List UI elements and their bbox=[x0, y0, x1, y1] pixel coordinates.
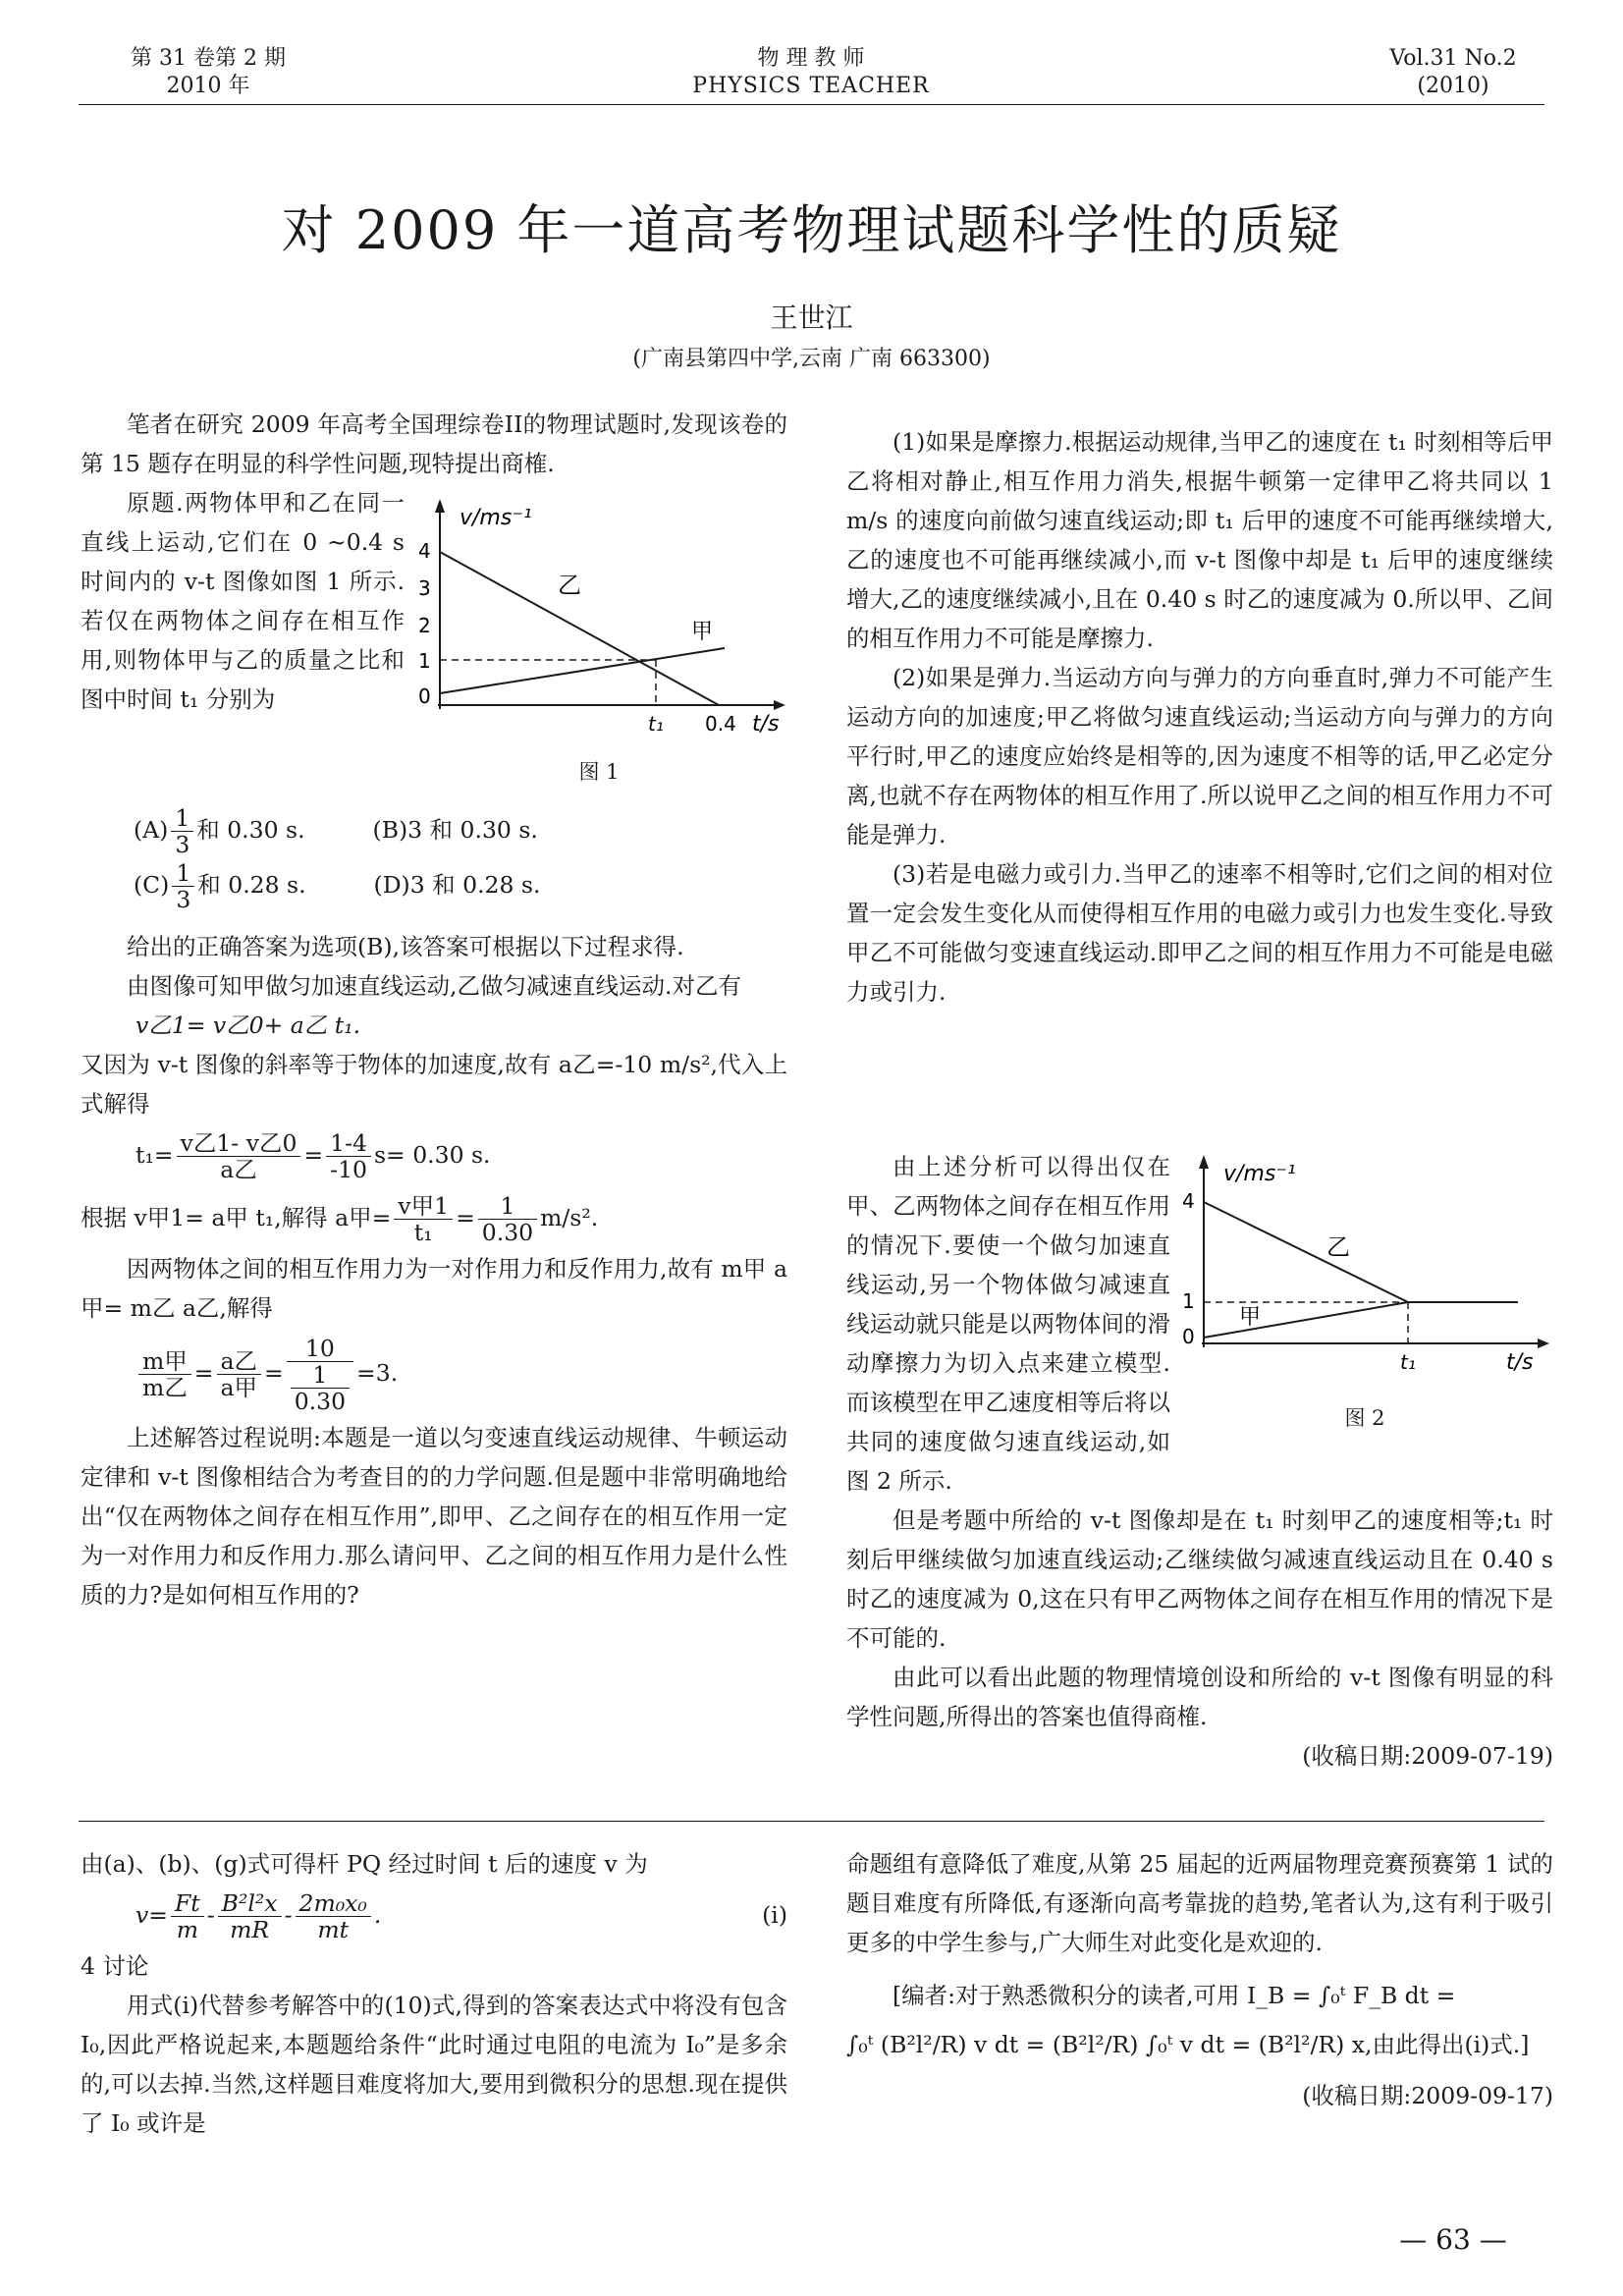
fig1-t1-label: t₁ bbox=[648, 712, 664, 736]
fig1-x-arrow bbox=[774, 700, 785, 710]
fig2-y-arrow bbox=[1199, 1155, 1209, 1169]
bottom-intro: 由(a)、(b)、(g)式可得杆 PQ 经过时间 t 后的速度 v 为 bbox=[81, 1850, 648, 1878]
contradiction-paragraph: 但是考题中所给的 v-t 图像却是在 t₁ 时刻甲乙的速度相等;t₁ 时刻后甲继续做匀加速直线运动;乙继续做匀减速直线运动且在 0.40 s 时乙的速度减为 0,这在只有甲乙两物体之间存在相互作用的情况下是不可能的. bbox=[846, 1506, 1553, 1652]
option-c: (C) $\frac{1}{3}$ 和 0.28 s. bbox=[134, 859, 306, 913]
header-year: 2010 年 bbox=[166, 74, 250, 98]
fig2-x-arrow bbox=[1538, 1339, 1549, 1348]
answer-options bbox=[134, 805, 782, 915]
figure-1-chart bbox=[410, 491, 793, 746]
option-d: (D)3 和 0.28 s. bbox=[373, 871, 541, 899]
fig2-line-yi bbox=[1204, 1202, 1408, 1302]
page-number: — 63 — bbox=[1399, 2223, 1507, 2256]
article-separator bbox=[79, 1821, 1544, 1822]
conclusion-paragraph: 由上述分析可以得出仅在甲、乙两物体之间存在相互作用的情况下.要使一个做匀加速直线运动,另一个物体做匀减速直线运动就只能是以两物体间的滑动摩擦力为切入点来建立模型.而该模型在甲乙速度相等后将以共同的速度做匀速直线运动,如图 2 所示. bbox=[846, 1153, 1170, 1495]
fig1-ytick-3: 3 bbox=[418, 576, 431, 600]
fig1-ytick-4: 4 bbox=[418, 539, 431, 563]
fig1-line-jia bbox=[440, 648, 725, 693]
fig2-x-label: t/s bbox=[1506, 1350, 1534, 1375]
final-paragraph: 由此可以看出此题的物理情境创设和所给的 v-t 图像有明显的科学性问题,所得出的答案也值得商榷. bbox=[846, 1664, 1553, 1730]
analysis-paragraph: 由图像可知甲做匀加速直线运动,乙做匀减速直线运动.对乙有 bbox=[127, 972, 741, 1000]
editor-note-line2: ∫₀ᵗ (B²l²/R) v dt = (B²l²/R) ∫₀ᵗ v dt = (B²l²/R) x,由此得出(i)式.] bbox=[846, 2031, 1530, 2058]
fig2-label-jia: 甲 bbox=[1239, 1305, 1262, 1330]
fig2-t1-label: t₁ bbox=[1400, 1350, 1416, 1374]
fig1-x-end-label: 0.4 bbox=[705, 712, 736, 736]
header-right bbox=[1365, 45, 1542, 100]
header-year-en: (2010) bbox=[1417, 74, 1489, 98]
section-heading: 4 讨论 bbox=[81, 1952, 149, 1980]
problem-statement bbox=[81, 483, 405, 797]
header-left bbox=[110, 45, 306, 100]
header-journal bbox=[615, 45, 1007, 100]
fig1-ytick-1: 1 bbox=[418, 649, 431, 673]
solution-block bbox=[81, 927, 787, 1614]
em-paragraph: (3)若是电磁力或引力.当甲乙的速率不相等时,它们之间的相对位置一定会发生变化从而使得相互作用的电磁力或引力也发生变化.导致甲乙不可能做匀变速直线运动.即甲乙之间的相互作用力不可能是电磁力或引力. bbox=[846, 860, 1553, 1006]
article-title: 对 2009 年一道高考物理试题科学性的质疑 bbox=[281, 199, 1342, 261]
fig2-ytick-0: 0 bbox=[1182, 1325, 1195, 1348]
received-date-2: (收稿日期:2009-09-17) bbox=[1302, 2082, 1553, 2109]
fig1-label-jia: 甲 bbox=[691, 620, 714, 644]
right-column-top bbox=[846, 422, 1553, 1011]
header-volume: 第 31 卷第 2 期 bbox=[131, 46, 286, 71]
bottom-equation: v= $\frac{Ft}{m}$ - $\frac{\text{B²l²x}}{mR}$ - $\frac{\text{2m₀x₀}}{mt}$ . (i) bbox=[81, 1884, 787, 1946]
friction-paragraph: (1)如果是摩擦力.根据运动规律,当甲乙的速度在 t₁ 时刻相等后甲乙将相对静止,相互作用力消失,根据牛顿第一定律甲乙将共同以 1 m/s 的速度向前做匀速直线运动;即 t₁ 后甲的速度不可能再继续增大,乙的速度也不可能再继续减小,而 v-t 图像中却是 t₁ 后甲的速度继续增大,乙的速度继续减小,且在 0.40 s 时乙的速度减为 0.所以甲、乙间的相互作用力不可能是摩擦力. bbox=[846, 428, 1553, 652]
bottom-right-paragraph: 命题组有意降低了难度,从第 25 届起的近两届物理竞赛预赛第 1 试的题目难度有所降低,有逐渐向高考靠拢的趋势,笔者认为,这有利于吸引更多的中学生参与,广大师生对此变化是欢迎的. bbox=[846, 1850, 1553, 1956]
journal-name-en: PHYSICS TEACHER bbox=[692, 74, 930, 98]
option-b: (B)3 和 0.30 s. bbox=[372, 816, 538, 844]
author: 王世江 bbox=[770, 301, 853, 334]
problem-text: 原题.两物体甲和乙在同一直线上运动,它们在 0 ~0.4 s 时间内的 v-t 图像如图 1 所示.若仅在两物体之间存在相互作用,则物体甲与乙的质量之比和图中时间 t₁ 分别为 bbox=[81, 489, 405, 713]
received-date-1: (收稿日期:2009-07-19) bbox=[1302, 1742, 1553, 1770]
header-vol-en: Vol.31 No.2 bbox=[1389, 46, 1517, 71]
equation-3: 根据 v甲1= a甲 t₁,解得 a甲= $\frac{\text{v甲1}}{\text{t₁}}$ = $\frac{1}{0.30}$ m/s². bbox=[81, 1192, 599, 1246]
fig1-ytick-2: 2 bbox=[418, 614, 431, 637]
fig1-y-arrow bbox=[435, 499, 445, 513]
fig2-line-jia bbox=[1204, 1302, 1408, 1338]
force-pair-paragraph: 因两物体之间的相互作用力为一对作用力和反作用力,故有 m甲 a甲= m乙 a乙,解得 bbox=[81, 1255, 787, 1322]
option-a: (A) $\frac{1}{3}$ 和 0.30 s. bbox=[134, 804, 305, 858]
figure-1-caption: 图 1 bbox=[578, 760, 620, 784]
bottom-right-column bbox=[846, 1844, 1553, 2115]
conclusion-wrap-part bbox=[846, 1147, 1170, 1495]
equation-2: t₁= $\frac{\text{v乙1- v乙0}}{\text{a乙}}$ = $\frac{1-4}{-10}$ s= 0.30 s. bbox=[135, 1129, 491, 1183]
header-rule bbox=[79, 104, 1544, 105]
fig2-ytick-1: 1 bbox=[1182, 1289, 1195, 1313]
figure-2-caption: 图 2 bbox=[1344, 1406, 1385, 1430]
bottom-discussion: 用式(i)代替参考解答中的(10)式,得到的答案表达式中将没有包含 I₀,因此严格说起来,本题题给条件“此时通过电阻的电流为 I₀”是多余的,可以去掉.当然,这样题目难度将加大,要用到微积分的思想.现在提供了 I₀ 或许是 bbox=[81, 1992, 787, 2137]
fig1-label-yi: 乙 bbox=[558, 572, 581, 599]
slope-paragraph: 又因为 v-t 图像的斜率等于物体的加速度,故有 a乙=-10 m/s²,代入上式解得 bbox=[81, 1051, 787, 1118]
fig2-y-label: v/ms⁻¹ bbox=[1223, 1162, 1296, 1186]
equation-4: $\frac{\text{m甲}}{\text{m乙}}$ = $\frac{\text{a乙}}{\text{a甲}}$ = $\frac{10}{\frac{1}{0.30}}$ =3. bbox=[81, 1328, 787, 1418]
editor-note-line1: [编者:对于熟悉微积分的读者,可用 I_B = ∫₀ᵗ F_B dt = bbox=[893, 1982, 1456, 2009]
discussion-paragraph: 上述解答过程说明:本题是一道以匀变速直线运动规律、牛顿运动定律和 v-t 图像相结合为考查目的的力学问题.但是题中非常明确地给出“仅在两物体之间存在相互作用”,即甲、乙之间存在的相互作用一定为一对作用力和反作用力.那么请问甲、乙之间的相互作用力是什么性质的力?是如何相互作用的? bbox=[81, 1424, 787, 1609]
fig1-y-label: v/ms⁻¹ bbox=[460, 506, 532, 530]
figure-2-chart bbox=[1174, 1147, 1557, 1383]
fig2-label-yi: 乙 bbox=[1326, 1233, 1350, 1261]
fig2-ytick-4: 4 bbox=[1182, 1189, 1195, 1213]
equation-1: v乙1= v乙0+ a乙 t₁. bbox=[135, 1011, 361, 1039]
answer-paragraph: 给出的正确答案为选项(B),该答案可根据以下过程求得. bbox=[127, 933, 684, 960]
elastic-paragraph: (2)如果是弹力.当运动方向与弹力的方向垂直时,弹力不可能产生运动方向的加速度;甲乙将做匀速直线运动;当运动方向与弹力的方向平行时,甲乙的速度应始终是相等的,因为速度不相等的话,甲乙必定分离,也就不存在两物体的相互作用了.所以说甲乙之间的相互作用力不可能是弹力. bbox=[846, 664, 1553, 848]
fig1-ytick-0: 0 bbox=[418, 684, 431, 708]
equation-label: (i) bbox=[762, 1901, 787, 1929]
fig1-x-label: t/s bbox=[752, 712, 780, 737]
affiliation: (广南县第四中学,云南 广南 663300) bbox=[632, 347, 991, 371]
intro-paragraph: 笔者在研究 2009 年高考全国理综卷II的物理试题时,发现该卷的第 15 题存在明显的科学性问题,现特提出商榷. bbox=[81, 410, 787, 477]
right-column-bottom bbox=[846, 1501, 1553, 1776]
journal-name-cn: 物 理 教 师 bbox=[757, 46, 865, 71]
left-column bbox=[81, 405, 787, 483]
bottom-left-column bbox=[81, 1844, 787, 2143]
